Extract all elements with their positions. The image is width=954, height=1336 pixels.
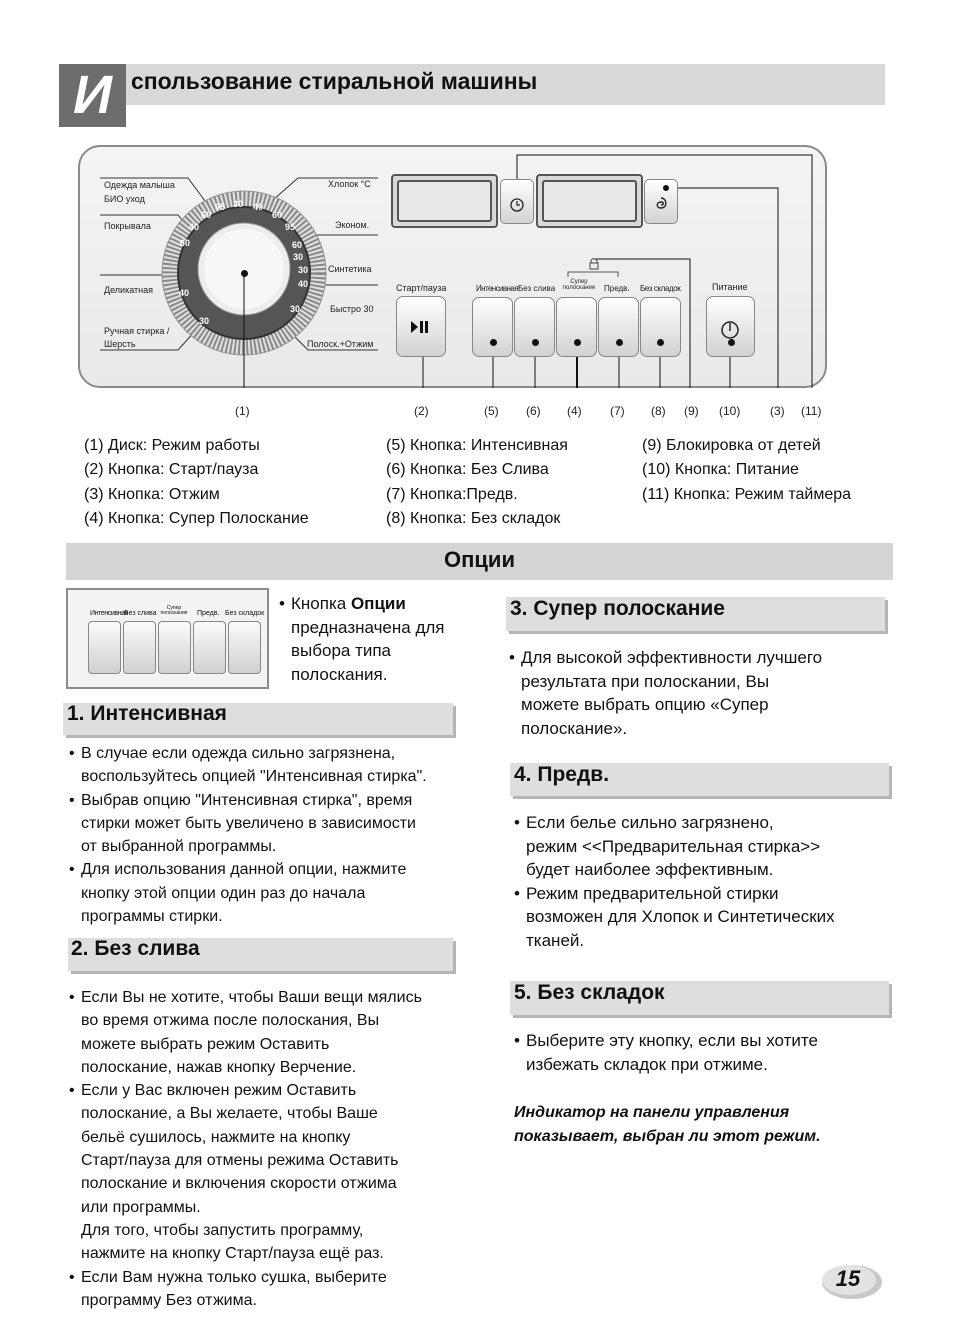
text-line: полоскание».	[521, 718, 628, 738]
text-line: стирки может быть увеличено в зависимости	[81, 814, 416, 832]
dial-temp: 60	[292, 240, 303, 250]
legend-item: (9) Блокировка от детей	[642, 437, 821, 454]
play-pause-icon	[397, 297, 445, 356]
intro-line: полоскания.	[291, 664, 388, 684]
option-label-super-rinse: Супер полоскание	[562, 279, 596, 291]
program-baby: Одежда малыша	[104, 180, 175, 190]
legend-item: (8) Кнопка: Без складок	[386, 510, 561, 527]
options-title: Опции	[444, 547, 515, 572]
section-2-body	[69, 986, 469, 1312]
child-lock-icon	[588, 256, 604, 272]
intro-line: выбора типа	[291, 641, 392, 660]
page-title: спользование стиральной машины	[131, 68, 538, 94]
dial-temp: 60	[201, 210, 212, 220]
section-5-title: 5. Без складок	[514, 981, 665, 1004]
legend-item: (7) Кнопка:Предв.	[386, 486, 518, 503]
section-5-note	[514, 1101, 821, 1149]
program-cotton: Хлопок °C	[328, 179, 371, 189]
dial-temp: 30	[293, 252, 304, 262]
text-line: • Выбрав опцию "Интенсивная стирка", время	[81, 791, 413, 809]
super-rinse-button[interactable]	[556, 297, 597, 357]
no-crease-indicator	[657, 339, 664, 346]
program-eco: Эконом.	[335, 220, 370, 230]
dial-temp: 40	[179, 288, 190, 298]
callout-10: (10)	[719, 404, 741, 418]
callout-4: (4)	[567, 404, 582, 418]
text-line: показывает, выбран ли этот режим.	[514, 1128, 821, 1145]
callout-11: (11)	[801, 404, 822, 418]
text-line: воспользуйтесь опцией "Интенсивная стирка".	[81, 768, 427, 786]
text-line: полоскание, а Вы желаете, чтобы Ваше	[81, 1105, 378, 1123]
callout-5: (5)	[484, 404, 499, 418]
clock-icon	[501, 180, 533, 223]
text-line: результата при полоскании, Вы	[521, 671, 770, 691]
text-line: • Если Вам нужна только сушка, выберите	[81, 1268, 387, 1286]
dial-temp: 60	[272, 210, 283, 220]
dial-temp: 30	[199, 316, 210, 326]
text-line: или программы.	[81, 1198, 201, 1216]
display-left	[397, 180, 492, 222]
section-5-body	[514, 1029, 894, 1076]
program-rinse-spin: Полоск.+Отжим	[307, 339, 374, 349]
dial-center-marker	[241, 270, 248, 277]
no-drain-indicator	[532, 339, 539, 346]
options-intro	[279, 592, 479, 686]
program-bedspread: Покрывала	[104, 221, 151, 231]
program-synthetic: Синтетика	[328, 264, 372, 274]
legend-item: (3) Кнопка: Отжим	[84, 486, 220, 503]
header-initial: И	[59, 64, 126, 127]
dial-temp: 30	[298, 265, 309, 275]
legend-item: (6) Кнопка: Без Слива	[386, 461, 549, 478]
option-label-no-crease: Без складок	[640, 284, 681, 293]
dial-temp: 40	[298, 279, 309, 289]
section-3-title: 3. Супер полоскание	[510, 597, 725, 620]
section-4-body	[514, 811, 894, 952]
prewash-indicator	[616, 339, 623, 346]
no-crease-button[interactable]	[640, 297, 681, 357]
dial-temp: 95	[215, 202, 226, 212]
mini-button-no-drain	[123, 621, 156, 674]
legend-item: (10) Кнопка: Питание	[642, 461, 799, 478]
page-number: 15	[835, 1266, 861, 1291]
dial-temp: 60	[180, 238, 191, 248]
no-drain-button[interactable]	[514, 297, 555, 357]
text-line: • Выберите эту кнопку, если вы хотите	[526, 1031, 818, 1050]
program-wool: Шерсть	[104, 339, 136, 349]
text-line: можете выбрать опцию «Супер	[521, 695, 769, 714]
text-line: тканей.	[526, 930, 585, 950]
mini-button-intensive	[88, 621, 121, 674]
mini-button-no-crease	[228, 621, 261, 674]
text-line: Индикатор на панели управления	[514, 1104, 790, 1121]
text-line: Старт/пауза для отмены режима Оставить	[81, 1152, 399, 1170]
program-handwash: Ручная стирка /	[104, 326, 170, 336]
text-line: • Режим предварительной стирки	[526, 883, 779, 903]
text-line: во время отжима после полоскания, Вы	[81, 1012, 380, 1030]
section-2-title: 2. Без слива	[71, 937, 200, 960]
callout-1: (1)	[235, 404, 250, 418]
dial-temp: 30	[233, 199, 244, 209]
dial-temp: 95	[285, 222, 296, 232]
text-line: нажмите на кнопку Старт/пауза ещё раз.	[81, 1245, 384, 1263]
text-line: будет наиболее эффективным.	[526, 860, 774, 879]
power-button[interactable]	[706, 296, 755, 357]
mini-button-prewash	[193, 621, 226, 674]
callout-2: (2)	[414, 404, 429, 418]
mini-label-intensive: Интенсивная	[90, 610, 129, 617]
dial-temp: 40	[189, 222, 200, 232]
options-mini-panel	[66, 588, 269, 689]
text-line: полоскание, нажав кнопку Верчение.	[81, 1058, 357, 1076]
text-line: программы стирки.	[81, 908, 223, 926]
legend-item: (2) Кнопка: Старт/пауза	[84, 461, 259, 478]
callout-6: (6)	[526, 404, 541, 418]
option-label-no-drain: Без слива	[518, 284, 556, 293]
timer-button[interactable]	[500, 179, 534, 224]
text-line: • Для использования данной опции, нажмите	[81, 861, 407, 879]
intro-bold: Опции	[350, 594, 406, 613]
legend-item: (4) Кнопка: Супер Полоскание	[84, 510, 309, 527]
prewash-button[interactable]	[598, 297, 639, 357]
start-pause-button[interactable]	[396, 296, 446, 357]
spin-button[interactable]	[644, 179, 678, 224]
legend-item: (11) Кнопка: Режим таймера	[642, 486, 852, 503]
text-line: • Если белье сильно загрязнено,	[526, 813, 774, 832]
section-4-title: 4. Предв.	[514, 763, 610, 786]
section-1-title: 1. Интенсивная	[67, 702, 227, 725]
section-3-body	[509, 646, 889, 740]
text-line: • Если у Вас включен режим Оставить	[81, 1082, 357, 1100]
text-line: • Если Вы не хотите, чтобы Ваши вещи мялись	[81, 989, 422, 1006]
text-line: • Для высокой эффективности лучшего	[521, 648, 823, 667]
power-label: Питание	[712, 282, 748, 292]
callout-9: (9)	[684, 404, 699, 418]
text-line: режим <<Предварительная стирка>>	[526, 836, 821, 856]
spin-indicator	[663, 185, 669, 191]
intro-line: предназначена для	[291, 617, 445, 637]
text-line: избежать складок при отжиме.	[526, 1054, 768, 1074]
text-line: • В случае если одежда сильно загрязнена,	[81, 745, 396, 762]
mini-label-super-rinse: Супер полоскание	[160, 605, 188, 616]
section-1-body	[69, 742, 469, 928]
mini-label-no-crease: Без складок	[225, 610, 265, 617]
dial-temp: 40	[253, 202, 264, 212]
callout-3: (3)	[770, 404, 785, 418]
callout-8: (8)	[651, 404, 666, 418]
text-line: бельё сушилось, нажмите на кнопку	[81, 1128, 351, 1146]
text-line: полоскание и включения скорости отжима	[81, 1175, 397, 1193]
intensive-button[interactable]	[472, 297, 513, 357]
text-line: от выбранной программы.	[81, 838, 277, 856]
mini-button-super-rinse	[158, 621, 191, 674]
legend-item: (1) Диск: Режим работы	[84, 437, 260, 454]
callout-7: (7)	[610, 404, 625, 418]
text-line: возможен для Хлопок и Синтетических	[526, 907, 835, 926]
power-indicator	[728, 339, 735, 346]
intro-pre: Кнопка	[291, 594, 351, 613]
power-icon	[707, 297, 754, 356]
spin-icon	[645, 180, 677, 223]
display-right	[542, 180, 637, 222]
program-delicate: Деликатная	[104, 285, 153, 295]
mini-label-prewash: Предв.	[197, 610, 220, 617]
text-line: Для того, чтобы запустить программу,	[81, 1221, 364, 1239]
program-bio: БИО уход	[104, 194, 145, 204]
text-line: программу Без отжима.	[81, 1291, 257, 1309]
dial-temp: 30	[290, 304, 301, 314]
option-label-prewash: Предв.	[604, 284, 630, 293]
option-label-intensive: Интенсивная	[476, 284, 518, 293]
super-rinse-indicator	[574, 339, 581, 346]
text-line: можете выбрать режим Оставить	[81, 1035, 330, 1053]
start-pause-label: Старт/пауза	[396, 283, 447, 293]
program-quick30: Быстро 30	[330, 304, 374, 314]
text-line: кнопку этой опции один раз до начала	[81, 884, 366, 902]
mini-label-no-drain: Без слива	[124, 610, 157, 617]
legend-item: (5) Кнопка: Интенсивная	[386, 437, 568, 454]
intensive-indicator	[490, 339, 497, 346]
